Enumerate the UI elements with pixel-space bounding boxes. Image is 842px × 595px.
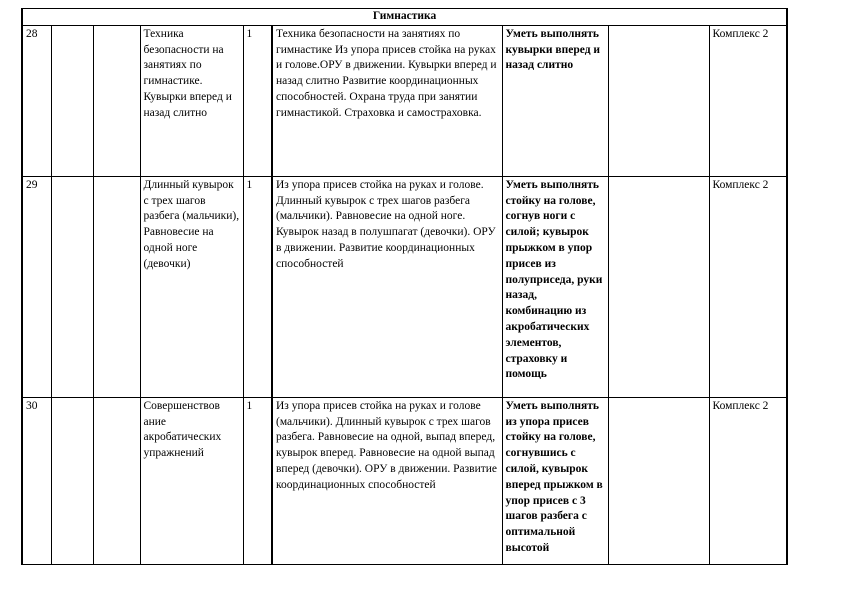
- date-fact-cell: [93, 25, 140, 176]
- lesson-number: 30: [22, 397, 51, 564]
- lesson-plan-page: [21, 8, 786, 565]
- lesson-topic: Техника безопасности на занятиях по гимнастике. Кувырки вперед и назад слитно: [140, 25, 243, 176]
- lesson-topic: Совершенствов ание акробатических упражнений: [140, 397, 243, 564]
- table-row: [22, 25, 787, 176]
- requirements: Уметь выполнять из упора присев стойку на голове, согнувшись с силой, кувырок вперед прыжком в упор присев с 3 шагов разбега с оптимальной высотой: [502, 397, 608, 564]
- lesson-content: Из упора присев стойка на руках и голове. Длинный кувырок с трех шагов разбега (мальчики). Равновесие на одной ноге. Кувырок назад в полушпагат (девочки). ОРУ в движении. Развитие координационных способностей: [272, 176, 502, 397]
- requirements: Уметь выполнять стойку на голове, согнув ноги с силой; кувырок прыжком в упор присев из полуприседа, руки назад, комбинацию из акробатических элементов, страховку и помощь: [502, 176, 608, 397]
- empty-cell: [608, 397, 709, 564]
- empty-cell: [608, 176, 709, 397]
- lesson-topic: Длинный кувырок с трех шагов разбега (мальчики), Равновесие на одной ноге (девочки): [140, 176, 243, 397]
- hours-count: 1: [243, 397, 272, 564]
- homework: Комплекс 2: [709, 25, 787, 176]
- lesson-content: Из упора присев стойка на руках и голове (мальчики). Длинный кувырок с трех шагов разбега. Равновесие на одной, выпад вперед, кувырок вперед. Равновесие на одной выпад вперед (девочки). ОРУ в движении. Развитие координационных способностей: [272, 397, 502, 564]
- table-row: [22, 397, 787, 564]
- table-row: [22, 176, 787, 397]
- date-plan-cell: [51, 176, 93, 397]
- homework: Комплекс 2: [709, 397, 787, 564]
- lesson-number: 29: [22, 176, 51, 397]
- date-fact-cell: [93, 397, 140, 564]
- hours-count: 1: [243, 176, 272, 397]
- lesson-plan-table: [21, 8, 788, 565]
- homework: Комплекс 2: [709, 176, 787, 397]
- section-title: Гимнастика: [22, 9, 787, 26]
- date-plan-cell: [51, 397, 93, 564]
- lesson-number: 28: [22, 25, 51, 176]
- date-plan-cell: [51, 25, 93, 176]
- requirements: Уметь выполнять кувырки вперед и назад слитно: [502, 25, 608, 176]
- empty-cell: [608, 25, 709, 176]
- lesson-content: Техника безопасности на занятиях по гимнастике Из упора присев стойка на руках и голове.ОРУ в движении. Кувырки вперед и назад слитно Развитие координационных способностей. Охрана труда при занятии гимнастикой. Страховка и самостраховка.: [272, 25, 502, 176]
- date-fact-cell: [93, 176, 140, 397]
- hours-count: 1: [243, 25, 272, 176]
- section-header-row: [22, 9, 787, 26]
